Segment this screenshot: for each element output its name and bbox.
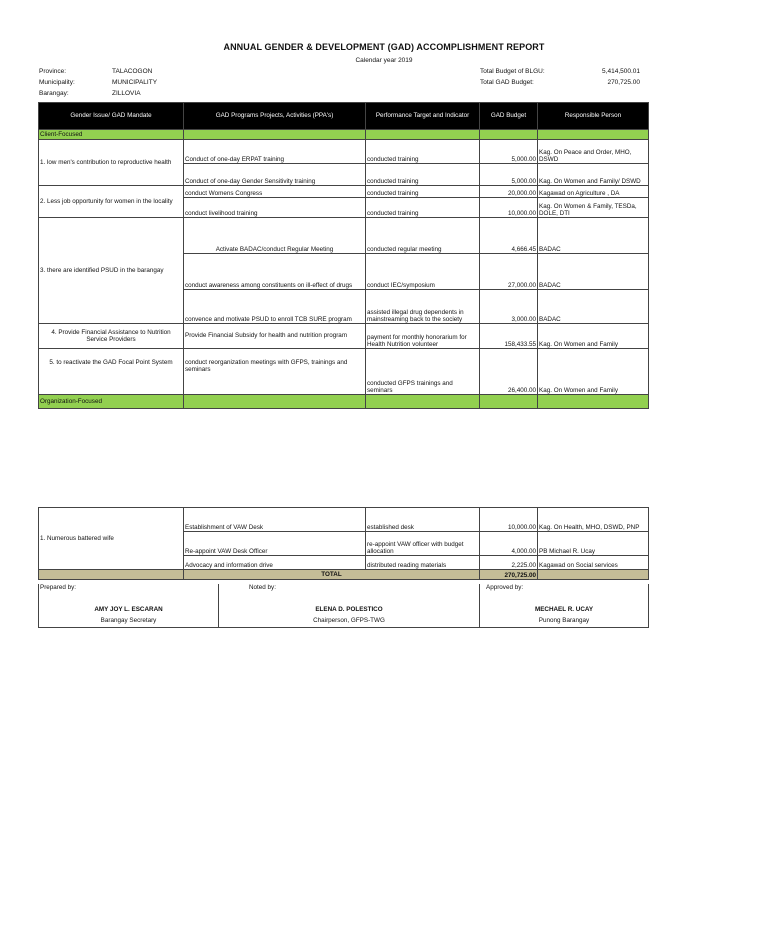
target-cell: conduct IEC/symposium bbox=[366, 254, 480, 290]
budget-cell: 20,000.00 bbox=[480, 186, 538, 198]
person-cell: Kag. On Women & Family, TESDa, DOLE, DTI bbox=[538, 198, 649, 218]
total-budget-value: 5,414,500.01 bbox=[602, 68, 640, 75]
ppa-cell: Provide Financial Subsidy for health and nutrition program bbox=[184, 324, 366, 349]
person-cell: BADAC bbox=[538, 254, 649, 290]
budget-cell: 4,666.45 bbox=[480, 218, 538, 254]
table-row bbox=[39, 218, 649, 254]
table-row bbox=[39, 349, 649, 395]
target-cell: conducted training bbox=[366, 186, 480, 198]
ppa-cell: convence and motivate PSUD to enroll TCB SURE program bbox=[184, 290, 366, 324]
section-org-label: Organization-Focused bbox=[39, 395, 184, 409]
ppa-cell: conduct Womens Congress bbox=[184, 186, 366, 198]
municipality-label: Municipality: bbox=[39, 79, 75, 86]
barangay-value: ZILLOVIA bbox=[112, 90, 141, 97]
budget-cell: 27,000.00 bbox=[480, 254, 538, 290]
issue-cell: 5. to reactivate the GAD Focal Point System bbox=[39, 349, 184, 395]
header-target: Performance Target and Indicator bbox=[366, 103, 480, 130]
budget-cell: 4,000.00 bbox=[480, 532, 538, 556]
report-subtitle: Calendar year 2019 bbox=[355, 57, 413, 64]
header-ppa: GAD Programs Projects, Activities (PPA's) bbox=[184, 103, 366, 130]
person-cell: BADAC bbox=[538, 290, 649, 324]
target-cell: assisted illegal drug dependents in mainstreaming back to the society bbox=[366, 290, 480, 324]
person-cell: PB Michael R. Ucay bbox=[538, 532, 649, 556]
ppa-cell: Activate BADAC/conduct Regular Meeting bbox=[184, 218, 366, 254]
person-cell: Kag. On Peace and Order, MHO, DSWD bbox=[538, 140, 649, 164]
target-cell: payment for monthly honorarium for Health Nutrition volunteer bbox=[366, 324, 480, 349]
budget-cell: 5,000.00 bbox=[480, 140, 538, 164]
prepared-by-label: Prepared by: bbox=[39, 584, 219, 604]
ppa-cell: Establishment of VAW Desk bbox=[184, 508, 366, 532]
target-cell: conducted training bbox=[366, 198, 480, 218]
budget-cell: 10,000.00 bbox=[480, 198, 538, 218]
person-cell: Kag. On Women and Family bbox=[538, 324, 649, 349]
ppa-cell: Advocacy and information drive bbox=[184, 556, 366, 570]
table-header-row bbox=[39, 103, 649, 130]
issue-cell: 3. there are identified PSUD in the barangay bbox=[39, 218, 184, 324]
ppa-cell: Conduct of one-day Gender Sensitivity training bbox=[184, 164, 366, 186]
issue-cell: 2. Less job opportunity for women in the locality bbox=[39, 186, 184, 218]
target-cell: established desk bbox=[366, 508, 480, 532]
ppa-cell: conduct reorganization meetings with GFPS, trainings and seminars bbox=[184, 349, 366, 395]
issue-cell: 1. low men's contribution to reproductive health bbox=[39, 140, 184, 186]
person-cell: Kagawad on Social services bbox=[538, 556, 649, 570]
province-value: TALACOGON bbox=[112, 68, 153, 75]
table-row bbox=[39, 508, 649, 532]
budget-cell: 3,000.00 bbox=[480, 290, 538, 324]
budget-cell: 158,433.55 bbox=[480, 324, 538, 349]
location-meta bbox=[39, 68, 239, 98]
person-cell: Kag. On Women and Family bbox=[538, 349, 649, 395]
prepared-by-name: AMY JOY L. ESCARAN bbox=[39, 604, 219, 615]
noted-by-name: ELENA D. POLESTICO bbox=[219, 604, 480, 615]
municipality-value: MUNICIPALITY bbox=[112, 79, 158, 86]
issue-cell: 1. Numerous battered wife bbox=[39, 508, 184, 570]
total-label: TOTAL bbox=[184, 570, 480, 580]
ppa-cell: conduct livelihood training bbox=[184, 198, 366, 218]
total-gad-label: Total GAD Budget: bbox=[480, 79, 534, 86]
budget-cell: 2,225.00 bbox=[480, 556, 538, 570]
noted-by-title: Chairperson, GFPS-TWG bbox=[219, 615, 480, 627]
total-row bbox=[39, 570, 649, 580]
approved-by-name: MECHAEL R. UCAY bbox=[480, 604, 649, 615]
gad-table-org bbox=[38, 507, 649, 580]
table-row bbox=[39, 324, 649, 349]
total-amount: 270,725.00 bbox=[480, 570, 538, 580]
header-budget: GAD Budget bbox=[480, 103, 538, 130]
target-cell: conducted regular meeting bbox=[366, 218, 480, 254]
target-cell: conducted training bbox=[366, 140, 480, 164]
prepared-by-title: Barangay Secretary bbox=[39, 615, 219, 627]
barangay-label: Barangay: bbox=[39, 90, 69, 97]
province-label: Province: bbox=[39, 68, 67, 75]
person-cell: Kag. On Women and Family/ DSWD bbox=[538, 164, 649, 186]
person-cell: BADAC bbox=[538, 218, 649, 254]
noted-by-label: Noted by: bbox=[219, 584, 480, 604]
table-row bbox=[39, 186, 649, 198]
signature-block bbox=[38, 584, 649, 628]
budget-meta bbox=[480, 68, 640, 88]
approved-by-label: Approved by: bbox=[480, 584, 649, 604]
gad-table-client bbox=[38, 102, 649, 409]
table-row bbox=[39, 140, 649, 164]
section-client-row bbox=[39, 130, 649, 140]
ppa-cell: Conduct of one-day ERPAT training bbox=[184, 140, 366, 164]
budget-cell: 26,400.00 bbox=[480, 349, 538, 395]
approved-by-title: Punong Barangay bbox=[480, 615, 649, 627]
header-person: Responsible Person bbox=[538, 103, 649, 130]
target-cell: conducted training bbox=[366, 164, 480, 186]
total-budget-label: Total Budget of BLGU: bbox=[480, 68, 545, 75]
ppa-cell: Re-appoint VAW Desk Officer bbox=[184, 532, 366, 556]
header-issue: Gender Issue/ GAD Mandate bbox=[39, 103, 184, 130]
section-org-row bbox=[39, 395, 649, 409]
person-cell: Kagawad on Agriculture , DA bbox=[538, 186, 649, 198]
ppa-cell: conduct awareness among constituents on ill-effect of drugs bbox=[184, 254, 366, 290]
budget-cell: 10,000.00 bbox=[480, 508, 538, 532]
target-cell: re-appoint VAW officer with budget allocation bbox=[366, 532, 480, 556]
target-cell: distributed reading materials bbox=[366, 556, 480, 570]
budget-cell: 5,000.00 bbox=[480, 164, 538, 186]
report-title: ANNUAL GENDER & DEVELOPMENT (GAD) ACCOMPLISHMENT REPORT bbox=[223, 42, 545, 52]
total-gad-value: 270,725.00 bbox=[607, 79, 640, 86]
person-cell: Kag. On Health, MHO, DSWD, PNP bbox=[538, 508, 649, 532]
section-client-label: Client-Focused bbox=[39, 130, 184, 140]
issue-cell: 4. Provide Financial Assistance to Nutrition Service Providers bbox=[39, 324, 184, 349]
target-cell: conducted GFPS trainings and seminars bbox=[366, 349, 480, 395]
